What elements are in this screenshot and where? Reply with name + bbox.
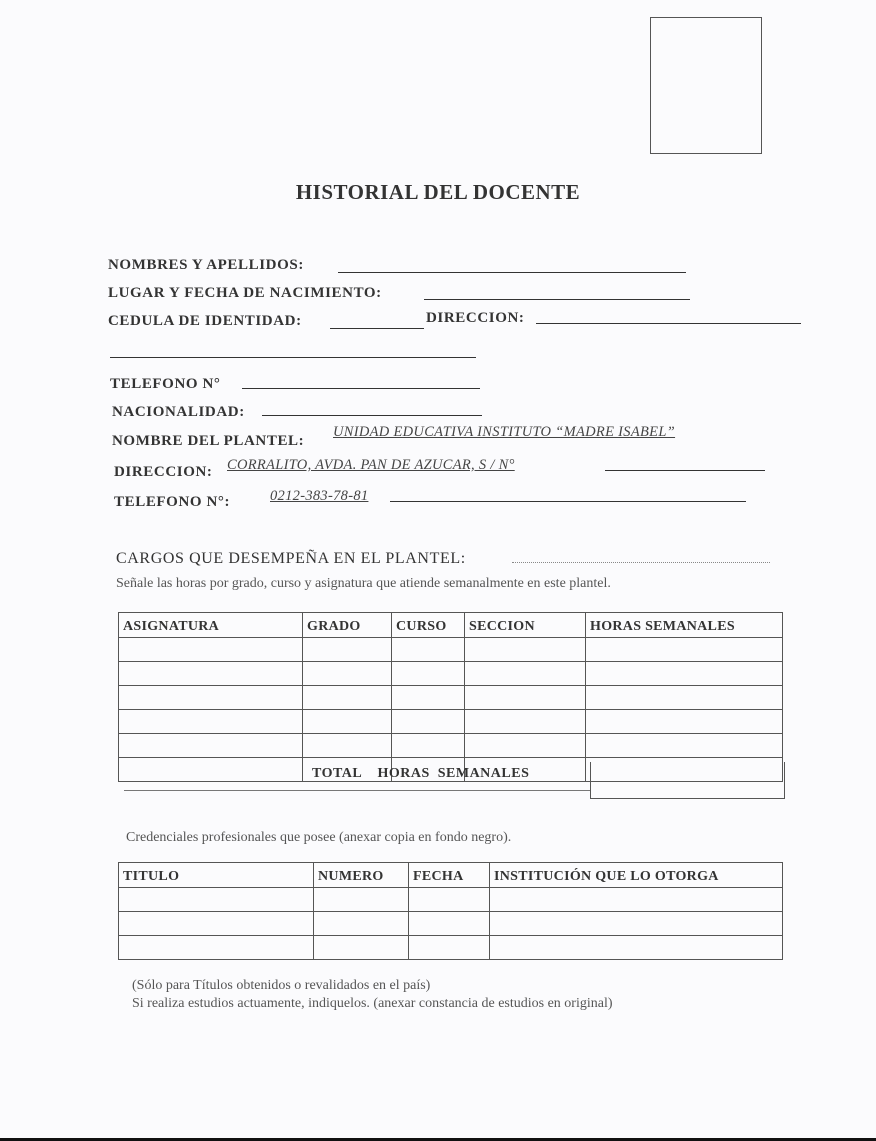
table-row	[119, 638, 783, 662]
cargos-instruction: Señale las horas por grado, curso y asignatura que atiende semanalmente en este plantel.	[116, 576, 611, 591]
cell[interactable]	[303, 638, 392, 662]
cell[interactable]	[119, 662, 303, 686]
cell[interactable]	[465, 638, 586, 662]
plantel-telefono-value: 0212-383-78-81	[270, 488, 369, 504]
horas-header-row	[119, 613, 783, 638]
cell[interactable]	[586, 662, 783, 686]
cell[interactable]	[586, 710, 783, 734]
note-estudios: Si realiza estudios actuamente, indiquelos. (anexar constancia de estudios en original)	[132, 996, 613, 1011]
nombres-label: NOMBRES Y APELLIDOS:	[108, 257, 304, 273]
cell[interactable]	[119, 912, 314, 936]
header-asignatura: ASIGNATURA	[119, 613, 303, 638]
plantel-label: NOMBRE DEL PLANTEL:	[112, 433, 305, 449]
table-row	[119, 912, 783, 936]
cell[interactable]	[465, 686, 586, 710]
nombres-field[interactable]	[338, 272, 686, 273]
header-curso: CURSO	[392, 613, 465, 638]
cell[interactable]	[119, 936, 314, 960]
cell[interactable]	[303, 686, 392, 710]
header-seccion: SECCION	[465, 613, 586, 638]
horas-table	[118, 612, 783, 782]
cell[interactable]	[490, 912, 783, 936]
cell[interactable]	[465, 734, 586, 758]
direccion-field[interactable]	[536, 323, 801, 324]
table-row	[119, 936, 783, 960]
cell[interactable]	[314, 888, 409, 912]
lugar-fecha-field[interactable]	[424, 299, 690, 300]
cell[interactable]	[490, 936, 783, 960]
table-row	[119, 888, 783, 912]
telefono-label: TELEFONO N°	[110, 376, 221, 392]
header-titulo: TITULO	[119, 863, 314, 888]
plantel-direccion-line	[605, 470, 765, 471]
cell[interactable]	[465, 710, 586, 734]
cargos-label: CARGOS QUE DESEMPEÑA EN EL PLANTEL:	[116, 550, 466, 567]
nacionalidad-label: NACIONALIDAD:	[112, 404, 245, 420]
direccion-field-continued[interactable]	[110, 357, 476, 358]
credenciales-header-row	[119, 863, 783, 888]
header-grado: GRADO	[303, 613, 392, 638]
telefono-field[interactable]	[242, 388, 480, 389]
cell[interactable]	[303, 662, 392, 686]
plantel-direccion-value: CORRALITO, AVDA. PAN DE AZUCAR, S / N°	[227, 457, 515, 473]
total-horas-underline	[124, 790, 590, 791]
cell[interactable]	[314, 912, 409, 936]
cell[interactable]	[586, 686, 783, 710]
cell[interactable]	[409, 936, 490, 960]
header-institucion: INSTITUCIÓN QUE LO OTORGA	[490, 863, 783, 888]
cell[interactable]	[586, 638, 783, 662]
plantel-direccion-label: DIRECCION:	[114, 464, 213, 480]
plantel-value: UNIDAD EDUCATIVA INSTITUTO “MADRE ISABEL”	[333, 424, 676, 440]
page-title: HISTORIAL DEL DOCENTE	[295, 180, 581, 204]
table-row	[119, 662, 783, 686]
credenciales-instruction: Credenciales profesionales que posee (anexar copia en fondo negro).	[126, 830, 512, 845]
cell[interactable]	[409, 888, 490, 912]
table-row	[119, 734, 783, 758]
cell[interactable]	[303, 734, 392, 758]
cell[interactable]	[119, 686, 303, 710]
cedula-field[interactable]	[330, 328, 424, 329]
lugar-fecha-label: LUGAR Y FECHA DE NACIMIENTO:	[108, 285, 382, 301]
cell[interactable]	[314, 936, 409, 960]
cell[interactable]	[119, 638, 303, 662]
cell[interactable]	[409, 912, 490, 936]
cell[interactable]	[392, 638, 465, 662]
cell[interactable]	[119, 734, 303, 758]
total-horas-cell[interactable]	[590, 762, 785, 799]
header-horas-semanales: HORAS SEMANALES	[586, 613, 783, 638]
cell[interactable]	[465, 662, 586, 686]
cedula-label: CEDULA DE IDENTIDAD:	[108, 313, 302, 329]
cell[interactable]	[586, 734, 783, 758]
cell[interactable]	[119, 758, 303, 782]
cell[interactable]	[392, 662, 465, 686]
total-horas-label: TOTAL HORAS SEMANALES	[312, 766, 530, 781]
cell[interactable]	[392, 686, 465, 710]
credenciales-table	[118, 862, 783, 960]
photo-box	[650, 17, 762, 154]
cell[interactable]	[392, 734, 465, 758]
cell[interactable]	[119, 710, 303, 734]
direccion-label: DIRECCION:	[426, 310, 525, 326]
nacionalidad-field[interactable]	[262, 415, 482, 416]
header-numero: NUMERO	[314, 863, 409, 888]
cell[interactable]	[490, 888, 783, 912]
cell[interactable]	[392, 710, 465, 734]
plantel-telefono-line	[390, 501, 746, 502]
table-row	[119, 710, 783, 734]
header-fecha: FECHA	[409, 863, 490, 888]
plantel-telefono-label: TELEFONO N°:	[114, 494, 231, 510]
note-titulos: (Sólo para Títulos obtenidos o revalidados en el país)	[132, 978, 431, 993]
cargos-field[interactable]	[512, 562, 770, 563]
cell[interactable]	[303, 710, 392, 734]
cell[interactable]	[119, 888, 314, 912]
table-row	[119, 686, 783, 710]
